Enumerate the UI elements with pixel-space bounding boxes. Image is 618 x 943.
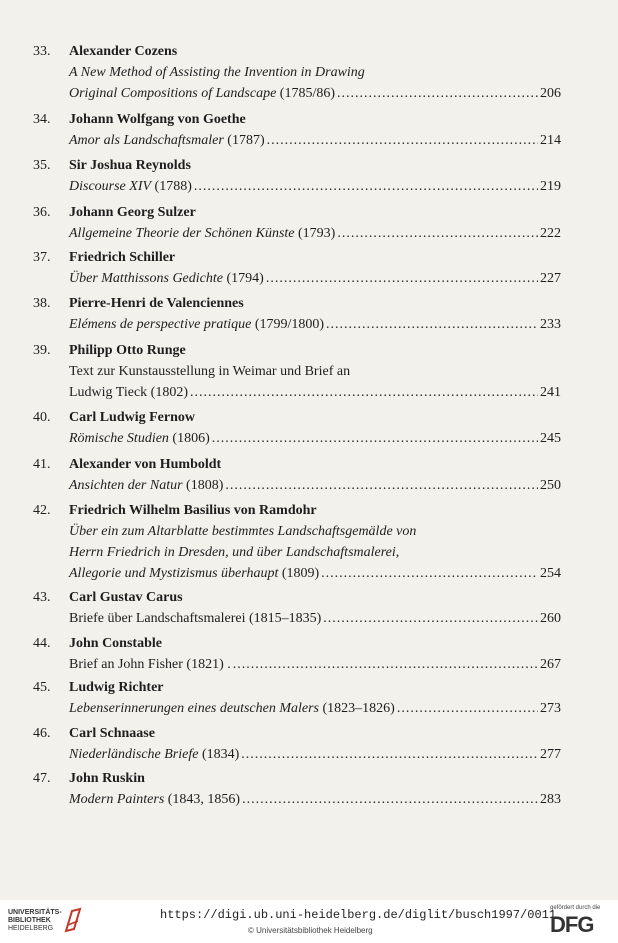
page-number: 227 — [540, 271, 561, 286]
funder-note: gefördert durch die — [550, 905, 601, 911]
dot-leader — [212, 431, 538, 447]
dot-leader — [337, 226, 538, 242]
work-detail: (1843, 1856) — [164, 792, 241, 807]
dfg-logo: DFG — [550, 912, 594, 937]
work-title: A New Method of Assisting the Invention in Drawing — [69, 65, 365, 80]
work-detail: (1794) — [222, 271, 264, 286]
entry-title-line — [69, 657, 561, 673]
author-name: Alexander Cozens — [69, 44, 178, 59]
entry-title-line — [69, 271, 561, 287]
author-name: John Constable — [69, 636, 162, 651]
entry-title-line — [69, 701, 561, 717]
entry-title-line — [69, 179, 561, 195]
author-name: Ludwig Richter — [69, 680, 164, 695]
dot-leader — [326, 317, 538, 333]
entry-number: 43. — [33, 590, 51, 605]
author-name: John Ruskin — [69, 771, 145, 786]
work-title: Ansichten der Natur — [69, 478, 183, 493]
entry-title-line — [69, 385, 561, 401]
page-number: 260 — [540, 611, 561, 626]
entry-title-line — [69, 86, 561, 102]
work-detail: Brief an John Fisher (1821) . — [69, 657, 231, 672]
author-name: Alexander von Humboldt — [69, 457, 222, 472]
dot-leader — [266, 271, 538, 287]
entry-number: 40. — [33, 410, 51, 425]
page-number: 222 — [540, 226, 561, 241]
dot-leader — [323, 611, 538, 627]
work-detail: (1808) — [182, 478, 224, 493]
dot-leader — [267, 133, 538, 149]
work-detail: (1806) — [168, 431, 210, 446]
page-number: 277 — [540, 747, 561, 762]
page-number: 254 — [540, 566, 561, 581]
dot-leader — [225, 478, 538, 494]
work-title: Discourse XIV — [69, 179, 152, 194]
dot-leader — [242, 792, 538, 808]
author-name: Carl Ludwig Fernow — [69, 410, 195, 425]
entry-title-line — [69, 364, 561, 380]
library-logo-text: UNIVERSITÄTS- BIBLIOTHEK HEIDELBERG — [8, 909, 62, 932]
entry-number: 34. — [33, 112, 51, 127]
library-logo-icon — [64, 907, 82, 933]
page-number: 206 — [540, 86, 561, 101]
dot-leader — [397, 701, 538, 717]
author-name: Carl Gustav Carus — [69, 590, 183, 605]
entry-number: 36. — [33, 205, 51, 220]
entry-title-line — [69, 566, 561, 582]
page-number: 250 — [540, 478, 561, 493]
author-name: Friedrich Wilhelm Basilius von Ramdohr — [69, 503, 317, 518]
dot-leader — [190, 385, 538, 401]
author-name: Philipp Otto Runge — [69, 343, 186, 358]
entry-number: 47. — [33, 771, 51, 786]
work-title: Niederländische Briefe — [69, 747, 199, 762]
entry-number: 37. — [33, 250, 51, 265]
work-title: Allgemeine Theorie der Schönen Künste — [69, 226, 295, 241]
entry-number: 41. — [33, 457, 51, 472]
copyright-text: © Universitätsbibliothek Heidelberg — [248, 926, 373, 935]
dot-leader — [233, 657, 538, 673]
author-name: Carl Schnaase — [69, 726, 155, 741]
work-detail: (1799/1800) — [251, 317, 325, 332]
entry-number: 45. — [33, 680, 51, 695]
page-number: 245 — [540, 431, 561, 446]
dot-leader — [337, 86, 538, 102]
page-number: 241 — [540, 385, 561, 400]
work-detail: (1793) — [294, 226, 336, 241]
entry-number: 46. — [33, 726, 51, 741]
viewer-footer — [0, 900, 618, 943]
entry-title-line — [69, 226, 561, 242]
page-number: 283 — [540, 792, 561, 807]
work-detail: (1788) — [151, 179, 192, 194]
work-title: Über Matthissons Gedichte — [69, 271, 223, 286]
page-number: 233 — [540, 317, 561, 332]
entry-title-line — [69, 478, 561, 494]
work-title: Lebenserinnerungen eines deutschen Malers — [69, 701, 319, 716]
entry-title-line — [69, 133, 561, 149]
entry-title-line — [69, 65, 561, 81]
author-name: Johann Wolfgang von Goethe — [69, 112, 246, 127]
work-detail: (1787) — [223, 133, 265, 148]
work-detail: (1809) — [278, 566, 320, 581]
entry-title-line — [69, 317, 561, 333]
dot-leader — [241, 747, 538, 763]
entry-number: 44. — [33, 636, 51, 651]
work-detail: (1785/86) — [276, 86, 336, 101]
work-title: Amor als Landschaftsmaler — [69, 133, 224, 148]
entry-number: 39. — [33, 343, 51, 358]
work-title: Über ein zum Altarblatte bestimmtes Landschaftsgemälde von — [69, 524, 417, 539]
work-title: Allegorie und Mystizismus überhaupt — [69, 566, 279, 581]
dot-leader — [321, 566, 538, 582]
entry-title-line — [69, 792, 561, 808]
document-url-link[interactable]: https://digi.ub.uni-heidelberg.de/diglit/busch1997/0011 — [160, 908, 557, 922]
author-name: Sir Joshua Reynolds — [69, 158, 191, 173]
author-name: Johann Georg Sulzer — [69, 205, 196, 220]
dot-leader — [194, 179, 538, 195]
work-title: Original Compositions of Landscape — [69, 86, 277, 101]
page-number: 214 — [540, 133, 561, 148]
page-number: 267 — [540, 657, 561, 672]
entry-title-line — [69, 747, 561, 763]
page-number: 273 — [540, 701, 561, 716]
entry-number: 42. — [33, 503, 51, 518]
entry-number: 33. — [33, 44, 51, 59]
author-name: Pierre-Henri de Valenciennes — [69, 296, 244, 311]
work-title: Elémens de perspective pratique — [69, 317, 252, 332]
entry-title-line — [69, 545, 561, 561]
work-title: Modern Painters — [69, 792, 165, 807]
work-detail: Text zur Kunstausstellung in Weimar und Brief an — [69, 364, 351, 379]
entry-title-line — [69, 524, 561, 540]
work-detail: (1823–1826) — [319, 701, 395, 716]
bleed-through-text — [392, 36, 618, 866]
entry-number: 35. — [33, 158, 51, 173]
work-detail: (1834) — [198, 747, 240, 762]
work-title: Herrn Friedrich in Dresden, und über Landschaftsmalerei, — [69, 545, 400, 560]
page-number: 219 — [540, 179, 561, 194]
work-detail: Ludwig Tieck (1802) — [69, 385, 188, 400]
work-title: Römische Studien — [69, 431, 169, 446]
entry-number: 38. — [33, 296, 51, 311]
entry-title-line — [69, 611, 561, 627]
author-name: Friedrich Schiller — [69, 250, 176, 265]
work-detail: Briefe über Landschaftsmalerei (1815–1835) — [69, 611, 322, 626]
entry-title-line — [69, 431, 561, 447]
